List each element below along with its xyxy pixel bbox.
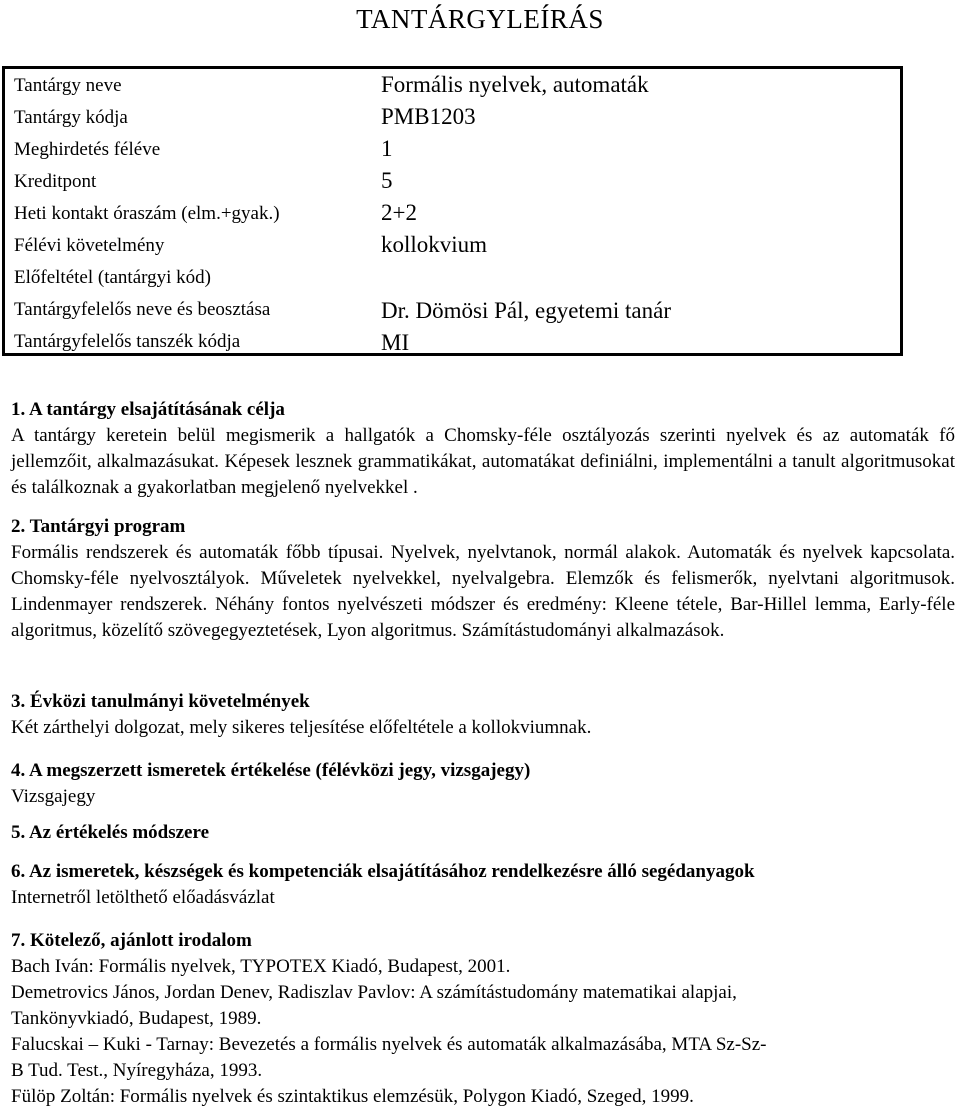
info-label: Tantárgyfelelős neve és beosztása xyxy=(14,299,271,320)
section-body: Formális rendszerek és automaták főbb típusai. Nyelvek, nyelvtanok, normál alakok. Automaták és nyelvek kapcsolata. Chomsky-féle nyelvosztályok. Műveletek nyelvekkel, nyelvalgebra. Elemzők és felismerők, nyelvtani algoritmusok. Lindenmayer rendszerek. Néhány fontos nyelvészeti módszer és eredmény: Kleene tétele, Bar-Hillel lemma, Early-féle algoritmus, közelítő szövegegyeztetések, Lyon algoritmus. Számítástudományi alkalmazások. xyxy=(11,542,955,641)
section-7-literature xyxy=(11,928,955,1110)
info-value: Dr. Dömösi Pál, egyetemi tanár xyxy=(381,298,671,323)
section-heading: 7. Kötelező, ajánlott irodalom xyxy=(11,930,252,951)
section-body: Két zárthelyi dolgozat, mely sikeres teljesítése előfeltétele a kollokviumnak. xyxy=(11,717,592,738)
info-label: Heti kontakt óraszám (elm.+gyak.) xyxy=(14,203,280,224)
reference-line: B Tud. Test., Nyíregyháza, 1993. xyxy=(11,1060,263,1081)
section-heading: 4. A megszerzett ismeretek értékelése (félévközi jegy, vizsgajegy) xyxy=(11,760,531,781)
section-heading: 5. Az értékelés módszere xyxy=(11,822,210,843)
reference-line: Fülöp Zoltán: Formális nyelvek és szintaktikus elemzésük, Polygon Kiadó, Szeged, 1999. xyxy=(11,1086,694,1107)
course-info-box xyxy=(2,66,903,356)
info-label: Félévi követelmény xyxy=(14,235,165,256)
info-label: Tantárgy neve xyxy=(14,75,122,96)
info-value: 1 xyxy=(381,136,393,161)
section-heading: 6. Az ismeretek, készségek és kompetenciák elsajátításához rendelkezésre álló segédanyagok xyxy=(11,861,755,882)
info-value: Formális nyelvek, automaták xyxy=(381,72,649,97)
info-value: PMB1203 xyxy=(381,104,476,129)
info-value: MI xyxy=(381,330,410,355)
info-value: 2+2 xyxy=(381,200,417,225)
section-6-materials xyxy=(11,859,955,911)
info-label: Tantárgy kódja xyxy=(14,107,128,128)
section-body: Vizsgajegy xyxy=(11,786,96,807)
info-label: Kreditpont xyxy=(14,171,97,192)
section-heading: 1. A tantárgy elsajátításának célja xyxy=(11,399,285,420)
section-heading: 3. Évközi tanulmányi követelmények xyxy=(11,691,310,712)
section-2-program xyxy=(11,514,955,644)
section-body: A tantárgy keretein belül megismerik a hallgatók a Chomsky-féle osztályozás szerinti nyelvek és az automaták fő jellemzőit, alkalmazásukat. Képesek lesznek grammatikákat, automatákat definiálni, implementálni a tanult algoritmusokat és találkoznak a gyakorlatban megjelenő nyelvekkel . xyxy=(11,425,955,498)
info-label: Meghirdetés féléve xyxy=(14,139,161,160)
reference-line: Tankönyvkiadó, Budapest, 1989. xyxy=(11,1008,262,1029)
info-label: Tantárgyfelelős tanszék kódja xyxy=(14,331,241,352)
info-value: 5 xyxy=(381,168,393,193)
section-1-objective xyxy=(11,397,955,501)
reference-line: Demetrovics János, Jordan Denev, Radiszlav Pavlov: A számítástudomány matematikai alapjai, xyxy=(11,982,737,1003)
document-title: TANTÁRGYLEÍRÁS xyxy=(356,4,604,34)
info-label: Előfeltétel (tantárgyi kód) xyxy=(14,267,211,288)
section-5-method xyxy=(11,820,955,846)
info-value: kollokvium xyxy=(381,232,488,257)
section-4-evaluation xyxy=(11,758,955,810)
reference-line: Bach Iván: Formális nyelvek, TYPOTEX Kiadó, Budapest, 2001. xyxy=(11,956,511,977)
section-heading: 2. Tantárgyi program xyxy=(11,516,186,537)
section-body: Internetről letölthető előadásvázlat xyxy=(11,887,275,908)
reference-line: Falucskai – Kuki - Tarnay: Bevezetés a formális nyelvek és automaták alkalmazásába, MTA Sz-Sz- xyxy=(11,1034,767,1055)
section-3-requirements xyxy=(11,689,955,741)
